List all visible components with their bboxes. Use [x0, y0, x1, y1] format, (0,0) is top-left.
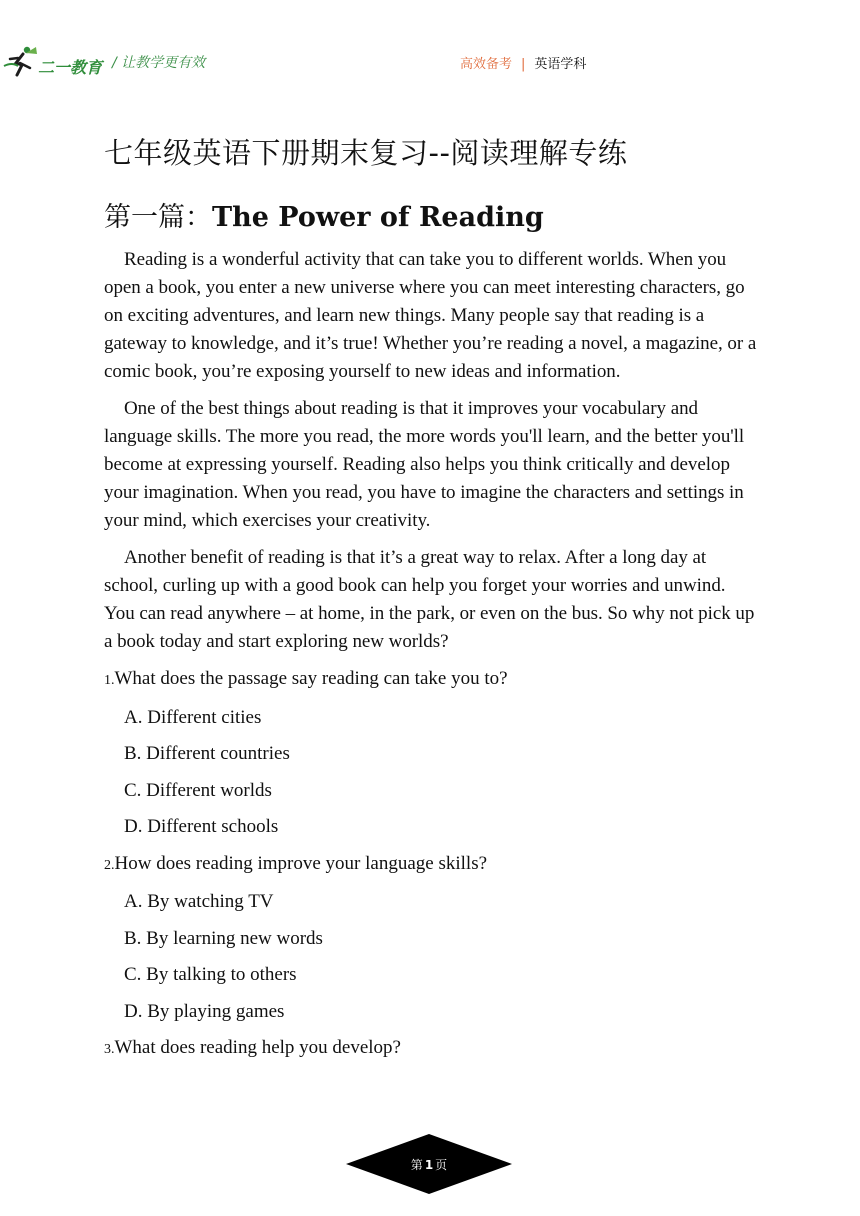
question-number: 3. — [104, 1042, 115, 1057]
passage-paragraph: One of the best things about reading is that it improves your vocabulary and language skills. The more you read, the more words you'll learn, and the better you'll become at expressing yourself. Reading also helps you think critically and develop your imagination. When you read, you have to imagine the characters and settings in your mind, which exercises your creativity. — [104, 398, 745, 531]
header-tag-subject: 英语学科 — [534, 57, 587, 72]
option-d: D. By playing games — [124, 1000, 285, 1022]
question-number: 2. — [104, 857, 115, 873]
page-header — [0, 40, 860, 84]
option-b: B. Different countries — [124, 743, 290, 764]
option-c: C. By talking to others — [124, 964, 297, 985]
question-number: 1. — [104, 673, 115, 688]
page-prefix: 第 — [410, 1158, 423, 1172]
question-text: What does reading help you develop? — [114, 1037, 401, 1058]
option-d: D. Different schools — [124, 816, 279, 837]
header-tag-primary: 高效备考 — [460, 57, 513, 72]
option-c: C. Different worlds — [124, 779, 272, 801]
question-text: How does reading improve your language skills? — [114, 852, 488, 874]
question-2 — [104, 850, 760, 880]
question-3 — [104, 1034, 760, 1064]
section-prefix: 第一篇： — [104, 202, 212, 233]
document-title: 七年级英语下册期末复习--阅读理解专练 — [104, 136, 628, 170]
passage-paragraph: Reading is a wonderful activity that can take you to different worlds. When you open a book, you enter a new universe where you can meet interesting characters, go on exciting adventures, and learn new things. Many people say that reading is a gateway to knowledge, and it’s true! Whether you’re reading a novel, a magazine, or a comic book, you’re exposing yourself to new ideas and information. — [104, 249, 757, 382]
header-separator: | — [521, 57, 526, 72]
brand-logo — [2, 44, 112, 80]
header-tags — [460, 53, 586, 72]
document-body — [104, 130, 760, 1073]
page-number-badge — [346, 1134, 512, 1194]
question-text: What does the passage say reading can take you to? — [114, 668, 508, 689]
slogan: / 让教学更有效 — [112, 55, 206, 71]
question-1 — [104, 665, 760, 695]
passage-paragraph: Another benefit of reading is that it’s a great way to relax. After a long day at school, curling up with a good book can help you forget your worries and unwind. You can read anywhere – at home, in the park, or even on the bus. So why not pick up a book today and start exploring new worlds? — [104, 547, 755, 652]
section-heading — [104, 196, 760, 240]
option-a: A. By watching TV — [124, 891, 274, 912]
page-number: 1 — [424, 1158, 434, 1172]
page-label — [346, 1156, 512, 1173]
page-suffix: 页 — [435, 1158, 448, 1172]
runner-icon — [2, 44, 42, 80]
option-b: B. By learning new words — [124, 927, 323, 949]
logo-text: 二一教育 — [38, 60, 103, 77]
section-title: The Power of Reading — [212, 202, 544, 233]
option-a: A. Different cities — [124, 706, 262, 728]
